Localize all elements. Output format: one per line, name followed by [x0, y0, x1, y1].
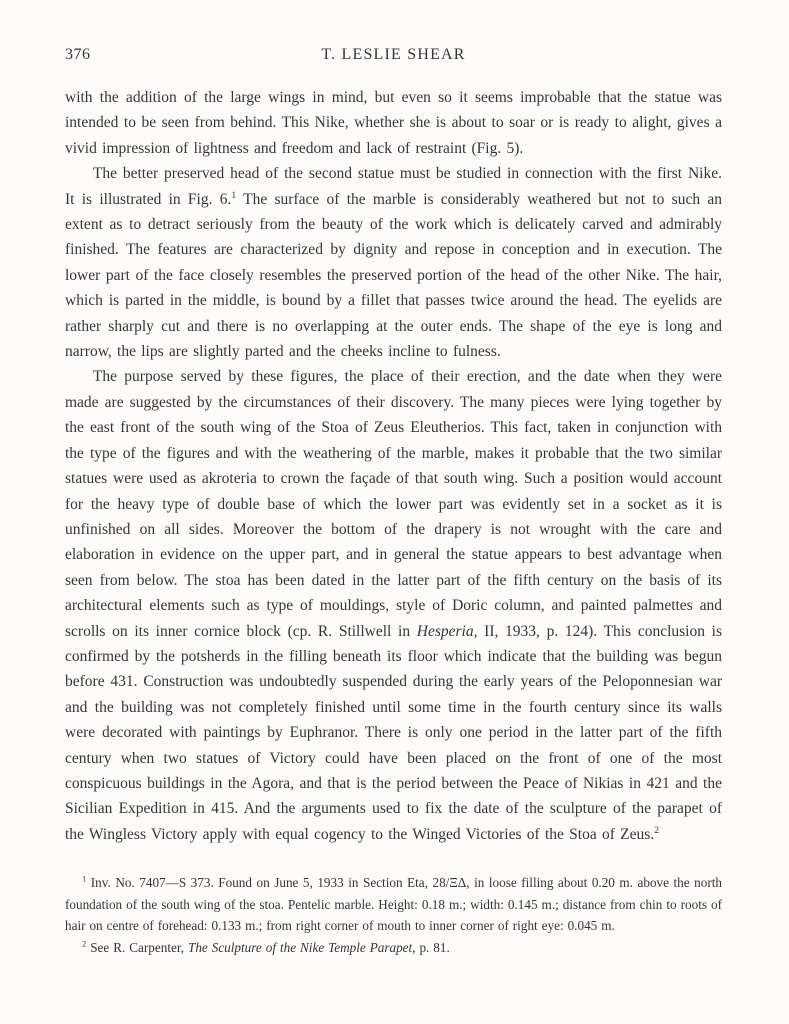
footnote-number-2: 2: [82, 939, 87, 949]
italic-journal-title: Hesperia,: [416, 622, 478, 640]
text-run: II, 1933, p. 124). This conclusion is confirmed by the potsherds in the filling beneath its floor which indicate that the building was begun before 431. Construction was undoubtedly suspended during the early years of the Peloponnesian war and the building was not completely finished until some time in the fourth century since its walls were decorated with paintings by Euphranor. There is only one period in the latter part of the fifth century when two statues of Victory could have been placed on the front of one of the most conspicuous buildings in the Agora, and that is the period between the Peace of Nikias in 421 and the Sicilian Expedition in 415. And the arguments used to fix the date of the sculpture of the parapet of the Wingless Victory apply with equal cogency to the Winged Victories of the Stoa of Zeus.: [65, 622, 722, 843]
page-number: 376: [65, 46, 91, 63]
text-run: The purpose served by these figures, the place of their erection, and the date when they were made are suggested by the circumstances of their discovery. The many pieces were lying together by the east front of the south wing of the Stoa of Zeus Eleutherios. This fact, taken in conjunction with the type of the figures and with the weathering of the marble, makes it probable that the two similar statues were used as akroteria to crown the façade of that south wing. Such a position would account for the heavy type of double base of which the lower part was evidently set in a socket as it is unfinished on all sides. Moreover the bottom of the drapery is not wrought with the care and elaboration in evidence on the upper part, and in general the statue appears to best advantage when seen from below. The stoa has been dated in the latter part of the fifth century on the basis of its architectural elements such as type of mouldings, style of Doric column, and painted palmettes and scrolls on its inner cornice block (cp. R. Stillwell in: [65, 368, 722, 640]
text-run: with the addition of the large wings in mind, but even so it seems improbable that the statue was intended to be seen from behind. This Nike, whether she is about to soar or is ready to alight, gives a vivid impression of lightness and freedom and lack of restraint (Fig. 5).: [65, 89, 722, 157]
paragraph-second-head: [65, 161, 722, 364]
footnote-marker-2: 2: [654, 824, 659, 836]
running-title: T. LESLIE SHEAR: [321, 46, 466, 63]
paragraph-continuation: [65, 85, 722, 161]
footnote-2: [65, 937, 722, 959]
text-run: , p. 81.: [412, 939, 450, 955]
article-body: [65, 85, 722, 847]
text-run: The surface of the marble is considerably weathered but not to such an extent as to detract seriously from the beauty of the work which is delicately carved and admirably finished. The features are characterized by dignity and repose in conception and in execution. The lower part of the face closely resembles the preserved portion of the head of the other Nike. The hair, which is parted in the middle, is bound by a fillet that passes twice around the head. The eyelids are rather sharply cut and there is no overlapping at the outer ends. The shape of the eye is long and narrow, the lips are slightly parted and the cheeks incline to fulness.: [65, 190, 722, 361]
paragraph-purpose-dating: [65, 364, 722, 847]
footnote-number-1: 1: [82, 874, 87, 884]
footnote-marker-1: 1: [231, 189, 237, 201]
footnote-1: [65, 872, 722, 937]
text-run: The better preserved head of the second statue must be studied in connection with the first Nike. It is illustrated in Fig. 6.: [65, 165, 722, 208]
italic-book-title: The Sculpture of the Nike Temple Parapet: [187, 939, 413, 955]
footnotes-section: [65, 872, 722, 958]
page-header: [65, 46, 722, 64]
text-run: See R. Carpenter,: [86, 939, 188, 955]
text-run: Inv. No. 7407—S 373. Found on June 5, 1933 in Section Eta, 28/ΞΔ, in loose filling about 0.20 m. above the north foundation of the south wing of the stoa. Pentelic marble. Height: 0.18 m.; width: 0.145 m.; distance from chin to roots of hair on centre of forehead: 0.133 m.; from right corner of mouth to inner corner of right eye: 0.045 m.: [65, 875, 722, 934]
